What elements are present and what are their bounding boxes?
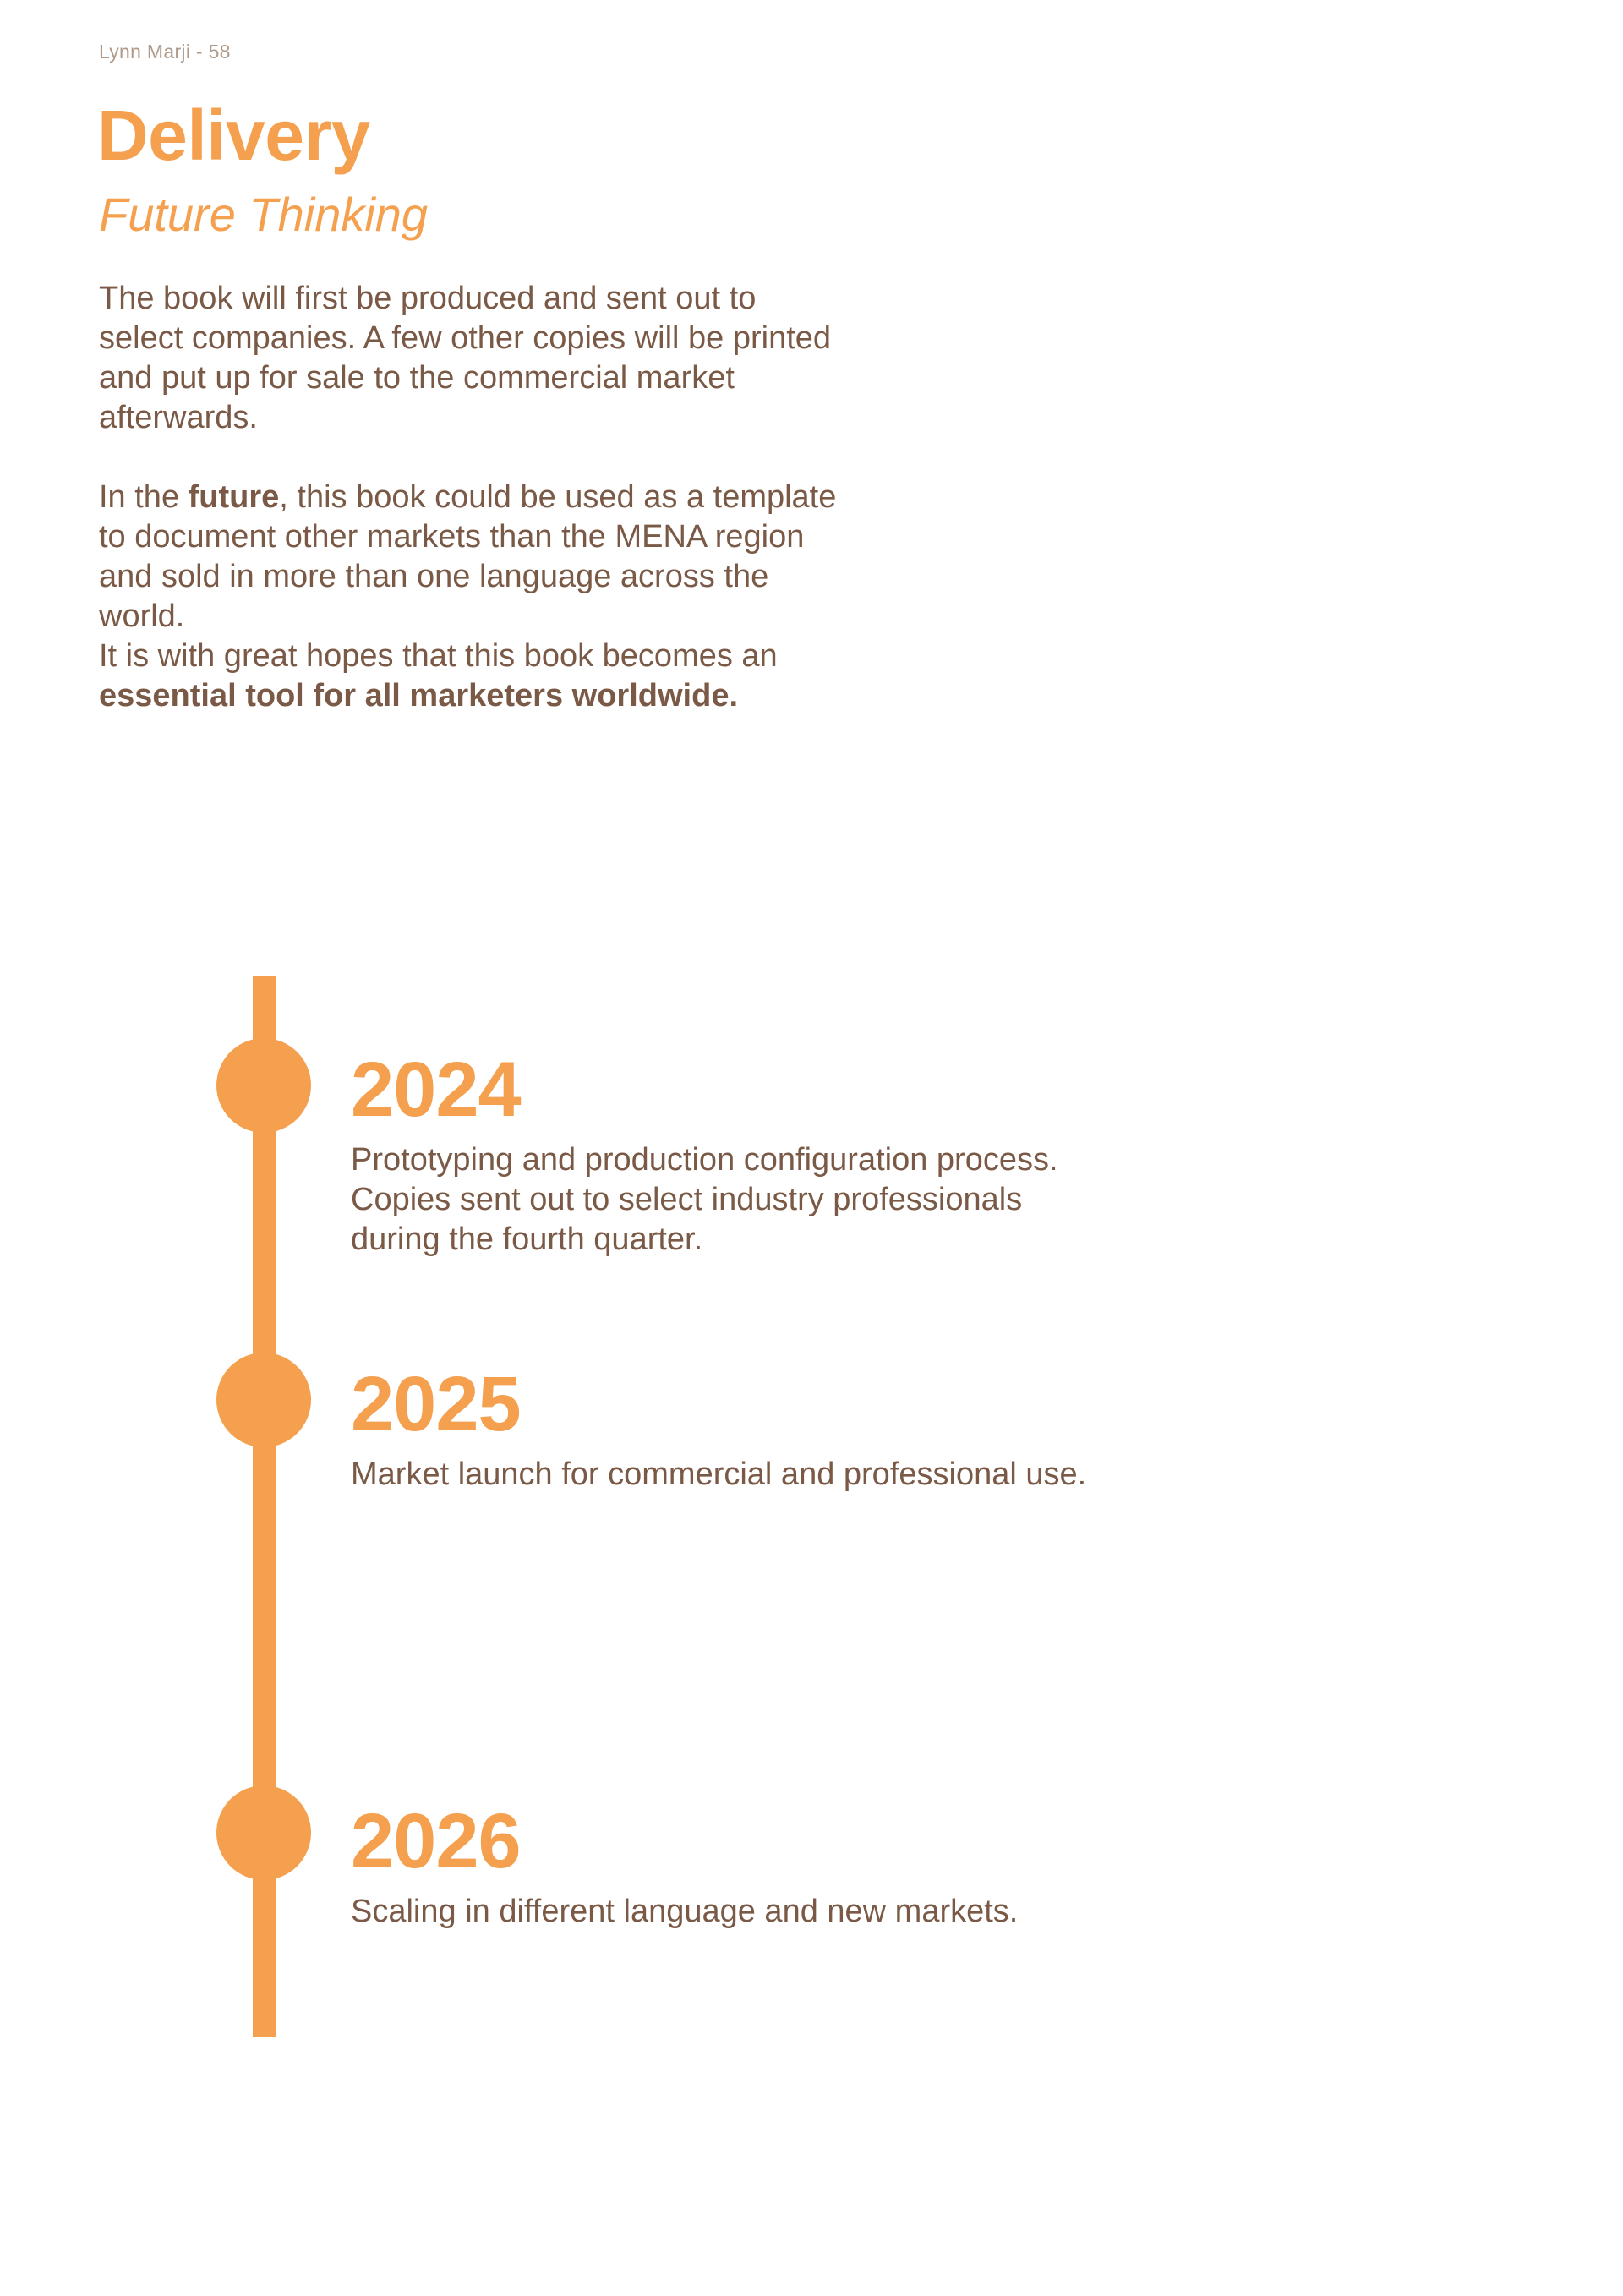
intro-p3-emphasis: essential tool for all marketers worldwide. — [99, 678, 739, 713]
page-title: Delivery — [97, 96, 370, 175]
timeline-dot-2026 — [216, 1785, 311, 1880]
milestone-year: 2026 — [351, 1798, 521, 1884]
intro-p2-end: , this book could be used as a template to document other markets than the MENA region and sold in more than one language across the world. — [99, 479, 837, 634]
intro-text — [99, 279, 843, 716]
intro-p2-emphasis: future — [188, 479, 280, 515]
milestone-description: Scaling in different language and new markets. — [351, 1894, 1019, 1929]
milestone-year: 2025 — [351, 1361, 521, 1447]
timeline-item-2024 — [351, 1047, 1112, 1260]
intro-paragraph-2 — [99, 478, 843, 716]
intro-p3-start: It is with great hopes that this book becomes an — [99, 638, 778, 674]
timeline-item-2026 — [351, 1798, 1112, 1932]
intro-paragraph-1: The book will first be produced and sent out to select companies. A few other copies will be printed and put up for sale to the commercial market afterwards. — [99, 281, 832, 435]
page-credit: Lynn Marji - 58 — [99, 41, 231, 63]
page-subtitle: Future Thinking — [99, 188, 429, 241]
milestone-description: Market launch for commercial and professional use. — [351, 1457, 1087, 1492]
timeline-dot-2025 — [216, 1353, 311, 1447]
timeline-dot-2024 — [216, 1038, 311, 1133]
milestone-description: Prototyping and production configuration process. Copies sent out to select industry professionals during the fourth quarter. — [351, 1142, 1058, 1257]
timeline-item-2025 — [351, 1361, 1112, 1495]
milestone-year: 2024 — [351, 1047, 521, 1133]
intro-p2-start: In the — [99, 479, 189, 515]
